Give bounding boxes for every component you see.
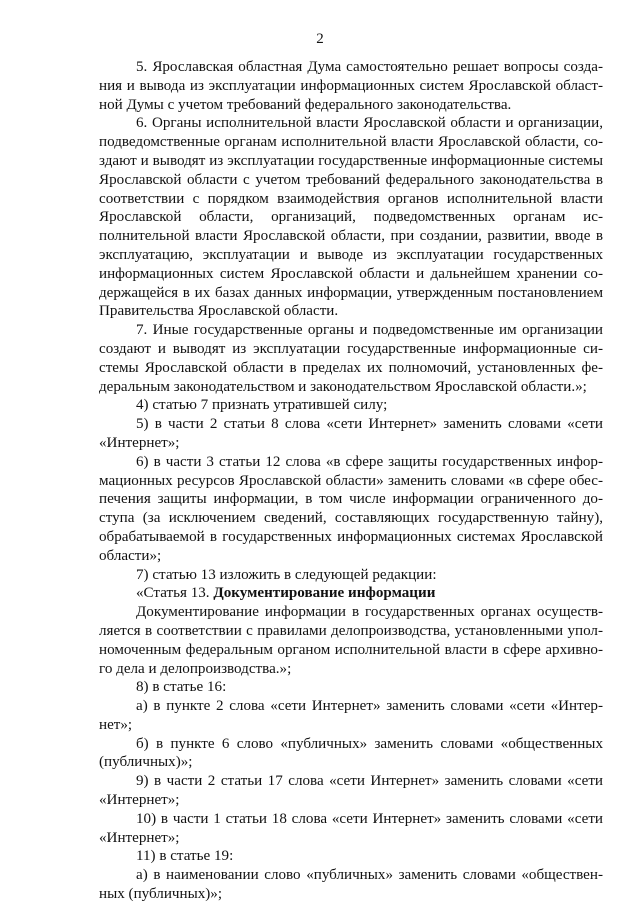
amendment-item-8: 8) в статье 16:	[136, 679, 227, 696]
paragraph-6: 6. Органы исполнительной власти Ярославской области и организации, подведомственные органам исполнительной власти Ярославской области, создают и выводят из эксплуатации государственные информационные системы Ярославской области с учетом требований федерального законодательства в соответствии с порядком взаимодействия органов исполнительной власти Ярославской области, организаций, подведомственных органам исполнительной власти Ярославской области, при создании, развитии, вводе в эксплуатацию, эксплуатации и выводе из эксплуатации государственных информационных систем Ярославской области и дальнейшем хранении содержащейся в их базах данных информации, утвержденным постановлением Правительства Ярославской области.	[99, 115, 603, 320]
article-heading-prefix: «Статья 13.	[136, 585, 214, 602]
article-text: Документирование информации в государственных органах осуществляется в соответствии с правилами делопроизводства, установленными уполномоченным федеральным органом исполнительной власти в сфере архивного дела и делопроизводства.»;	[99, 604, 603, 677]
amendment-item-11a: а) в наименовании слово «публичных» заменить словами «общественных (публичных)»;	[99, 867, 603, 903]
amendment-item-8a: а) в пункте 2 слова «сети Интернет» заменить словами «сети «Интернет»;	[99, 698, 603, 733]
paragraph-5: 5. Ярославская областная Дума самостоятельно решает вопросы создания и вывода из эксплуатации информационных систем Ярославской областной Думы с учетом требований федерального законодательства.	[99, 59, 603, 113]
amendment-item-4: 4) статью 7 признать утратившей силу;	[136, 397, 388, 414]
amendment-item-9: 9) в части 2 статьи 17 слова «сети Интернет» заменить словами «сети «Интернет»;	[99, 773, 603, 809]
amendment-item-11: 11) в статье 19:	[136, 848, 234, 865]
page-number: 2	[316, 31, 324, 47]
amendment-item-5: 5) в части 2 статьи 8 слова «сети Интернет» заменить словами «сети «Интернет»;	[99, 416, 603, 451]
paragraph-7: 7. Иные государственные органы и подведомственные им организации создают и выводят из эксплуатации государственные информационные системы Ярославской области в пределах их полномочий, установленных федеральным законодательством и законодательством Ярославской области.»;	[99, 322, 603, 395]
document-body	[99, 58, 603, 904]
article-heading-title: Документирование информации	[213, 585, 436, 602]
amendment-item-10: 10) в части 1 статьи 18 слова «сети Интернет» заменить словами «сети «Интернет»;	[99, 810, 603, 846]
amendment-item-8b: б) в пункте 6 слово «публичных» заменить словами «общественных (публичных)»;	[99, 735, 603, 771]
amendment-item-6: 6) в части 3 статьи 12 слова «в сфере защиты государственных информационных ресурсов Ярославской области» заменить словами «в сфере обеспечения защиты информации, в том числе информации ограниченного доступа (за исключением сведений, составляющих государственную тайну), обрабатываемой в государственных информационных системах Ярославской области»;	[99, 453, 603, 564]
article-heading	[99, 584, 603, 603]
amendment-item-7: 7) статью 13 изложить в следующей редакции:	[136, 566, 437, 583]
